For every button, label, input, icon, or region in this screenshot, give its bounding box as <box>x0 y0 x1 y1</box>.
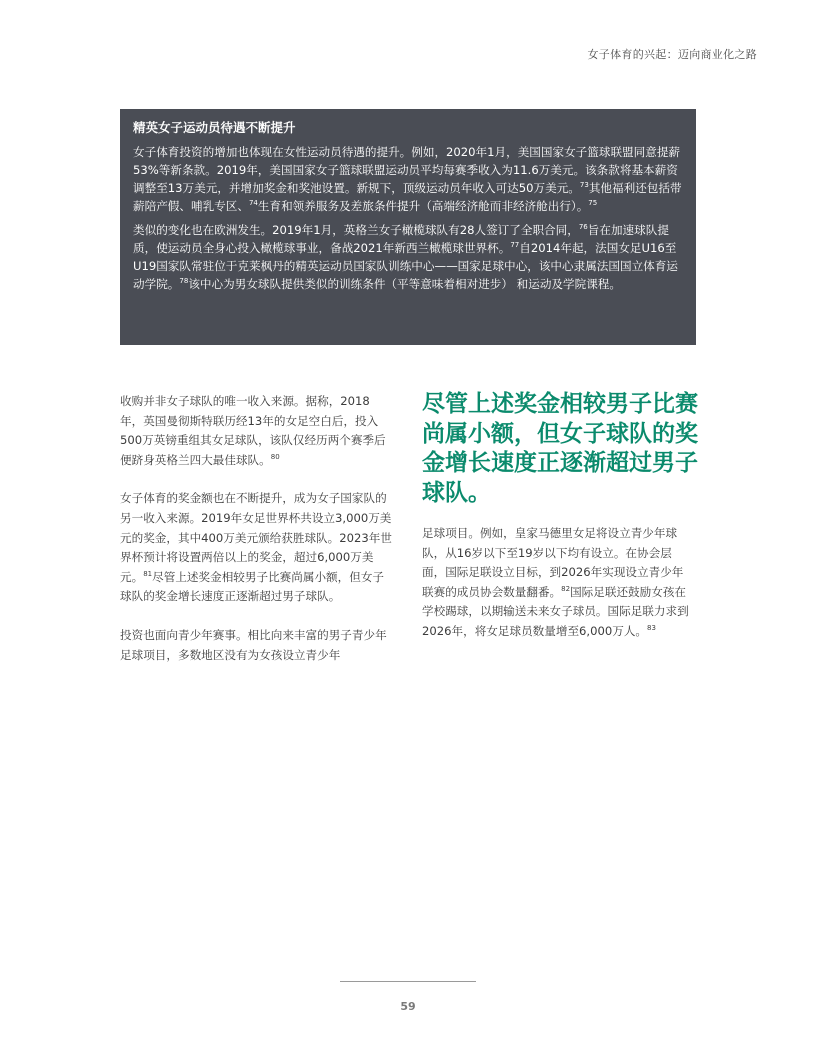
footnote-ref: 73 <box>579 181 589 190</box>
callout-paragraph-1 <box>133 143 684 215</box>
callout-p2-text-4: 该中心为男女球队提供类似的训练条件（平等意味着相对进步） 和运动及学院课程。 <box>188 277 621 291</box>
right-column <box>422 524 694 642</box>
callout-paragraph-2 <box>133 221 684 293</box>
callout-box <box>120 109 696 345</box>
right-p1-text-2: 国际足联还鼓励女孩在学校踢球，以期输送未来女子球员。国际足联力求到2026年，将女足球员数量增至6,000万人。 <box>422 584 689 638</box>
footnote-ref: 76 <box>578 223 588 232</box>
footnote-ref: 77 <box>510 241 520 250</box>
left-column <box>120 392 392 684</box>
footnote-ref: 81 <box>143 569 153 578</box>
footnote-ref: 80 <box>270 452 280 461</box>
callout-p2-text-1: 类似的变化也在欧洲发生。2019年1月，英格兰女子橄榄球队有28人签订了全职合同， <box>133 223 579 237</box>
page-number: 59 <box>400 1000 416 1013</box>
left-paragraph-2 <box>120 489 392 607</box>
callout-p1-text-2: 其他福利还包括带薪陪产假、哺乳专区、 <box>133 181 682 213</box>
callout-p1-text-3: 生育和领养服务及差旅条件提升（高端经济舱而非经济舱出行）。 <box>257 199 589 213</box>
footnote-ref: 75 <box>588 199 598 208</box>
footnote-ref: 74 <box>248 199 258 208</box>
footnote-ref: 78 <box>179 277 189 286</box>
callout-p2-text-3: 自2014年起，法国女足U16至U19国家队常驻位于克莱枫丹的精英运动员国家队训练中心——国家足球中心，该中心隶属法国国立体育运动学院。 <box>133 241 678 291</box>
footnote-ref: 82 <box>561 584 571 593</box>
footer-divider <box>340 981 476 982</box>
left-paragraph-1 <box>120 392 392 470</box>
left-p1-text: 收购并非女子球队的唯一收入来源。据称，2018年，英国曼彻斯特联历经13年的女足空白后，投入500万英镑重组其女足球队，该队仅经历两个赛季后便跻身英格兰四大最佳球队。 <box>120 394 386 467</box>
left-p2-text-2: 尽管上述奖金相较男子比赛尚属小额，但女子球队的奖金增长速度正逐渐超过男子球队。 <box>120 569 385 604</box>
right-paragraph-1 <box>422 524 694 642</box>
callout-p1-text-1: 女子体育投资的增加也体现在女性运动员待遇的提升。例如，2020年1月，美国国家女子篮球联盟同意提薪53%等新条款。2019年，美国国家女子篮球联盟运动员平均每赛季收入为11.6万美元。该条款将基本薪资调整至13万美元，并增加奖金和奖池设置。新规下，顶级运动员年收入可达50万美元。 <box>133 145 681 195</box>
callout-heading: 精英女子运动员待遇不断提升 <box>133 120 296 135</box>
footnote-ref: 83 <box>647 624 656 633</box>
pull-quote: 尽管上述奖金相较男子比赛尚属小额，但女子球队的奖金增长速度正逐渐超过男子球队。 <box>422 391 698 506</box>
right-p1-text-1: 足球项目。例如，皇家马德里女足将设立青少年球队，从16岁以下至19岁以下均有设立。在协会层面，国际足联设立目标，到2026年实现设立青少年联赛的成员协会数量翻番。 <box>422 526 684 599</box>
callout-p2-text-2: 旨在加速球队提质，使运动员全身心投入橄榄球事业，备战2021年新西兰橄榄球世界杯。 <box>133 223 669 255</box>
left-paragraph-3: 投资也面向青少年赛事。相比向来丰富的男子青少年足球项目，多数地区没有为女孩设立青少年 <box>120 627 387 662</box>
left-p2-text-1: 女子体育的奖金额也在不断提升，成为女子国家队的另一收入来源。2019年女足世界杯共设立3,000万美元的奖金，其中400万美元颁给获胜球队。2023年世界杯预计将设置两倍以上的奖金，超过6,000万美元。 <box>120 491 392 584</box>
running-header: 女子体育的兴起：迈向商业化之路 <box>587 48 757 61</box>
